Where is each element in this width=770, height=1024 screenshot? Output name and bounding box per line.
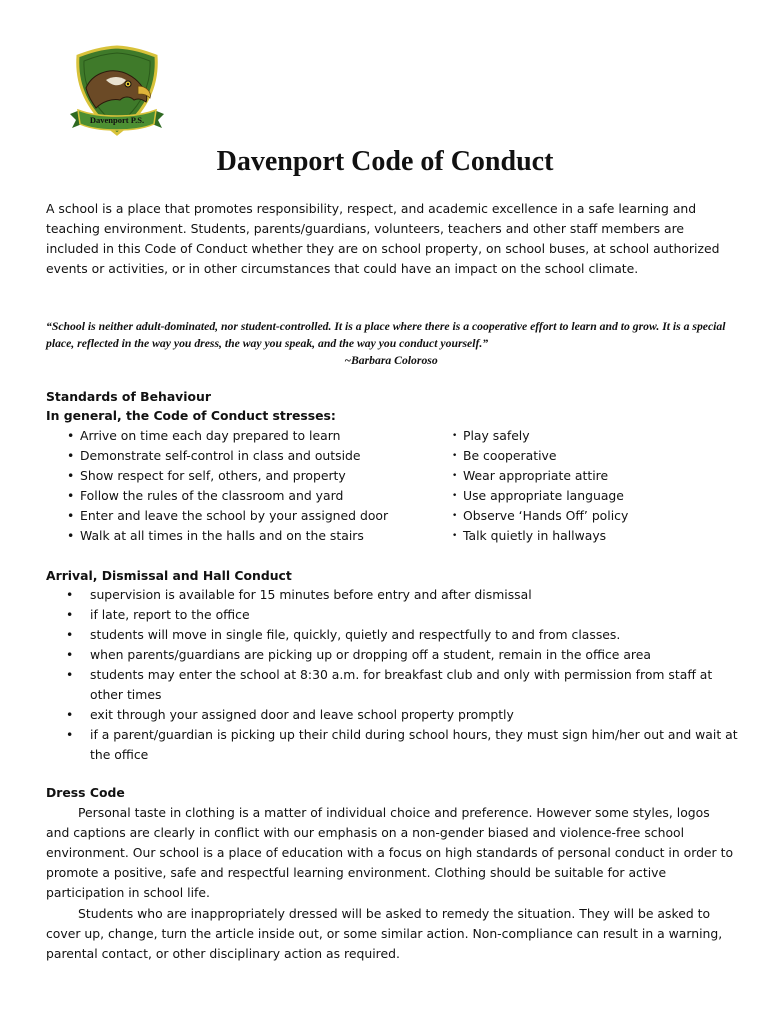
list-item: • students will move in single file, quickly, quietly and respectfully to and from classes. bbox=[62, 625, 742, 645]
logo-banner-text: Davenport P.S. bbox=[89, 115, 145, 125]
list-item: • Demonstrate self-control in class and outside bbox=[67, 446, 388, 466]
standards-heading: Standards of Behaviour bbox=[46, 389, 211, 404]
list-item: • Show respect for self, others, and property bbox=[67, 466, 388, 486]
standards-subheading: In general, the Code of Conduct stresses: bbox=[46, 408, 336, 423]
list-item: • Walk at all times in the halls and on the stairs bbox=[67, 526, 388, 546]
list-item: • supervision is available for 15 minutes before entry and after dismissal bbox=[62, 585, 742, 605]
standards-left-list bbox=[67, 426, 388, 546]
quote bbox=[46, 318, 736, 369]
list-item: • Be cooperative bbox=[450, 446, 628, 466]
dress-paragraph-2: Students who are inappropriately dressed will be asked to remedy the situation. They will be asked to cover up, change, turn the article inside out, or some similar action. Non-compliance can result in a warning, parental contact, or other disciplinary action as required. bbox=[46, 906, 723, 961]
list-item: • exit through your assigned door and leave school property promptly bbox=[62, 705, 742, 725]
list-item: • when parents/guardians are picking up or dropping off a student, remain in the office area bbox=[62, 645, 742, 665]
list-item: • if late, report to the office bbox=[62, 605, 742, 625]
list-item: • if a parent/guardian is picking up their child during school hours, they must sign him/her out and wait at the office bbox=[62, 725, 742, 765]
quote-text: “School is neither adult-dominated, nor student-controlled. It is a place where there is a cooperative effort to learn and to grow. It is a special place, reflected in the way you dress, the way you speak, and the way you conduct yourself.” bbox=[46, 320, 726, 350]
list-item: • Wear appropriate attire bbox=[450, 466, 628, 486]
arrival-list bbox=[62, 585, 742, 765]
list-item: • Enter and leave the school by your assigned door bbox=[67, 506, 388, 526]
dress-paragraph-1: Personal taste in clothing is a matter of individual choice and preference. However some styles, logos and captions are clearly in conflict with our emphasis on a non-gender biased and violence-free school environment. Our school is a place of education with a focus on high standards of personal conduct in order to promote a positive, safe and respectful learning environment. Clothing should be suitable for active participation in school life. bbox=[46, 805, 734, 900]
arrival-heading: Arrival, Dismissal and Hall Conduct bbox=[46, 568, 292, 583]
dress-heading: Dress Code bbox=[46, 785, 125, 800]
list-item: • Use appropriate language bbox=[450, 486, 628, 506]
page-title: Davenport Code of Conduct bbox=[216, 146, 554, 177]
school-logo bbox=[66, 44, 168, 142]
quote-author: ~Barbara Coloroso bbox=[344, 354, 438, 367]
list-item: • Arrive on time each day prepared to learn bbox=[67, 426, 388, 446]
standards-right-list bbox=[450, 426, 628, 546]
intro-paragraph: A school is a place that promotes responsibility, respect, and academic excellence in a safe learning and teaching environment. Students, parents/guardians, volunteers, teachers and other staff members are included in this Code of Conduct whether they are on school property, on school buses, at school authorized events or activities, or in other circumstances that could have an impact on the school climate. bbox=[46, 201, 720, 276]
list-item: • Talk quietly in hallways bbox=[450, 526, 628, 546]
list-item: • Play safely bbox=[450, 426, 628, 446]
list-item: • Follow the rules of the classroom and yard bbox=[67, 486, 388, 506]
list-item: • Observe ‘Hands Off’ policy bbox=[450, 506, 628, 526]
list-item: • students may enter the school at 8:30 a.m. for breakfast club and only with permission from staff at other times bbox=[62, 665, 742, 705]
